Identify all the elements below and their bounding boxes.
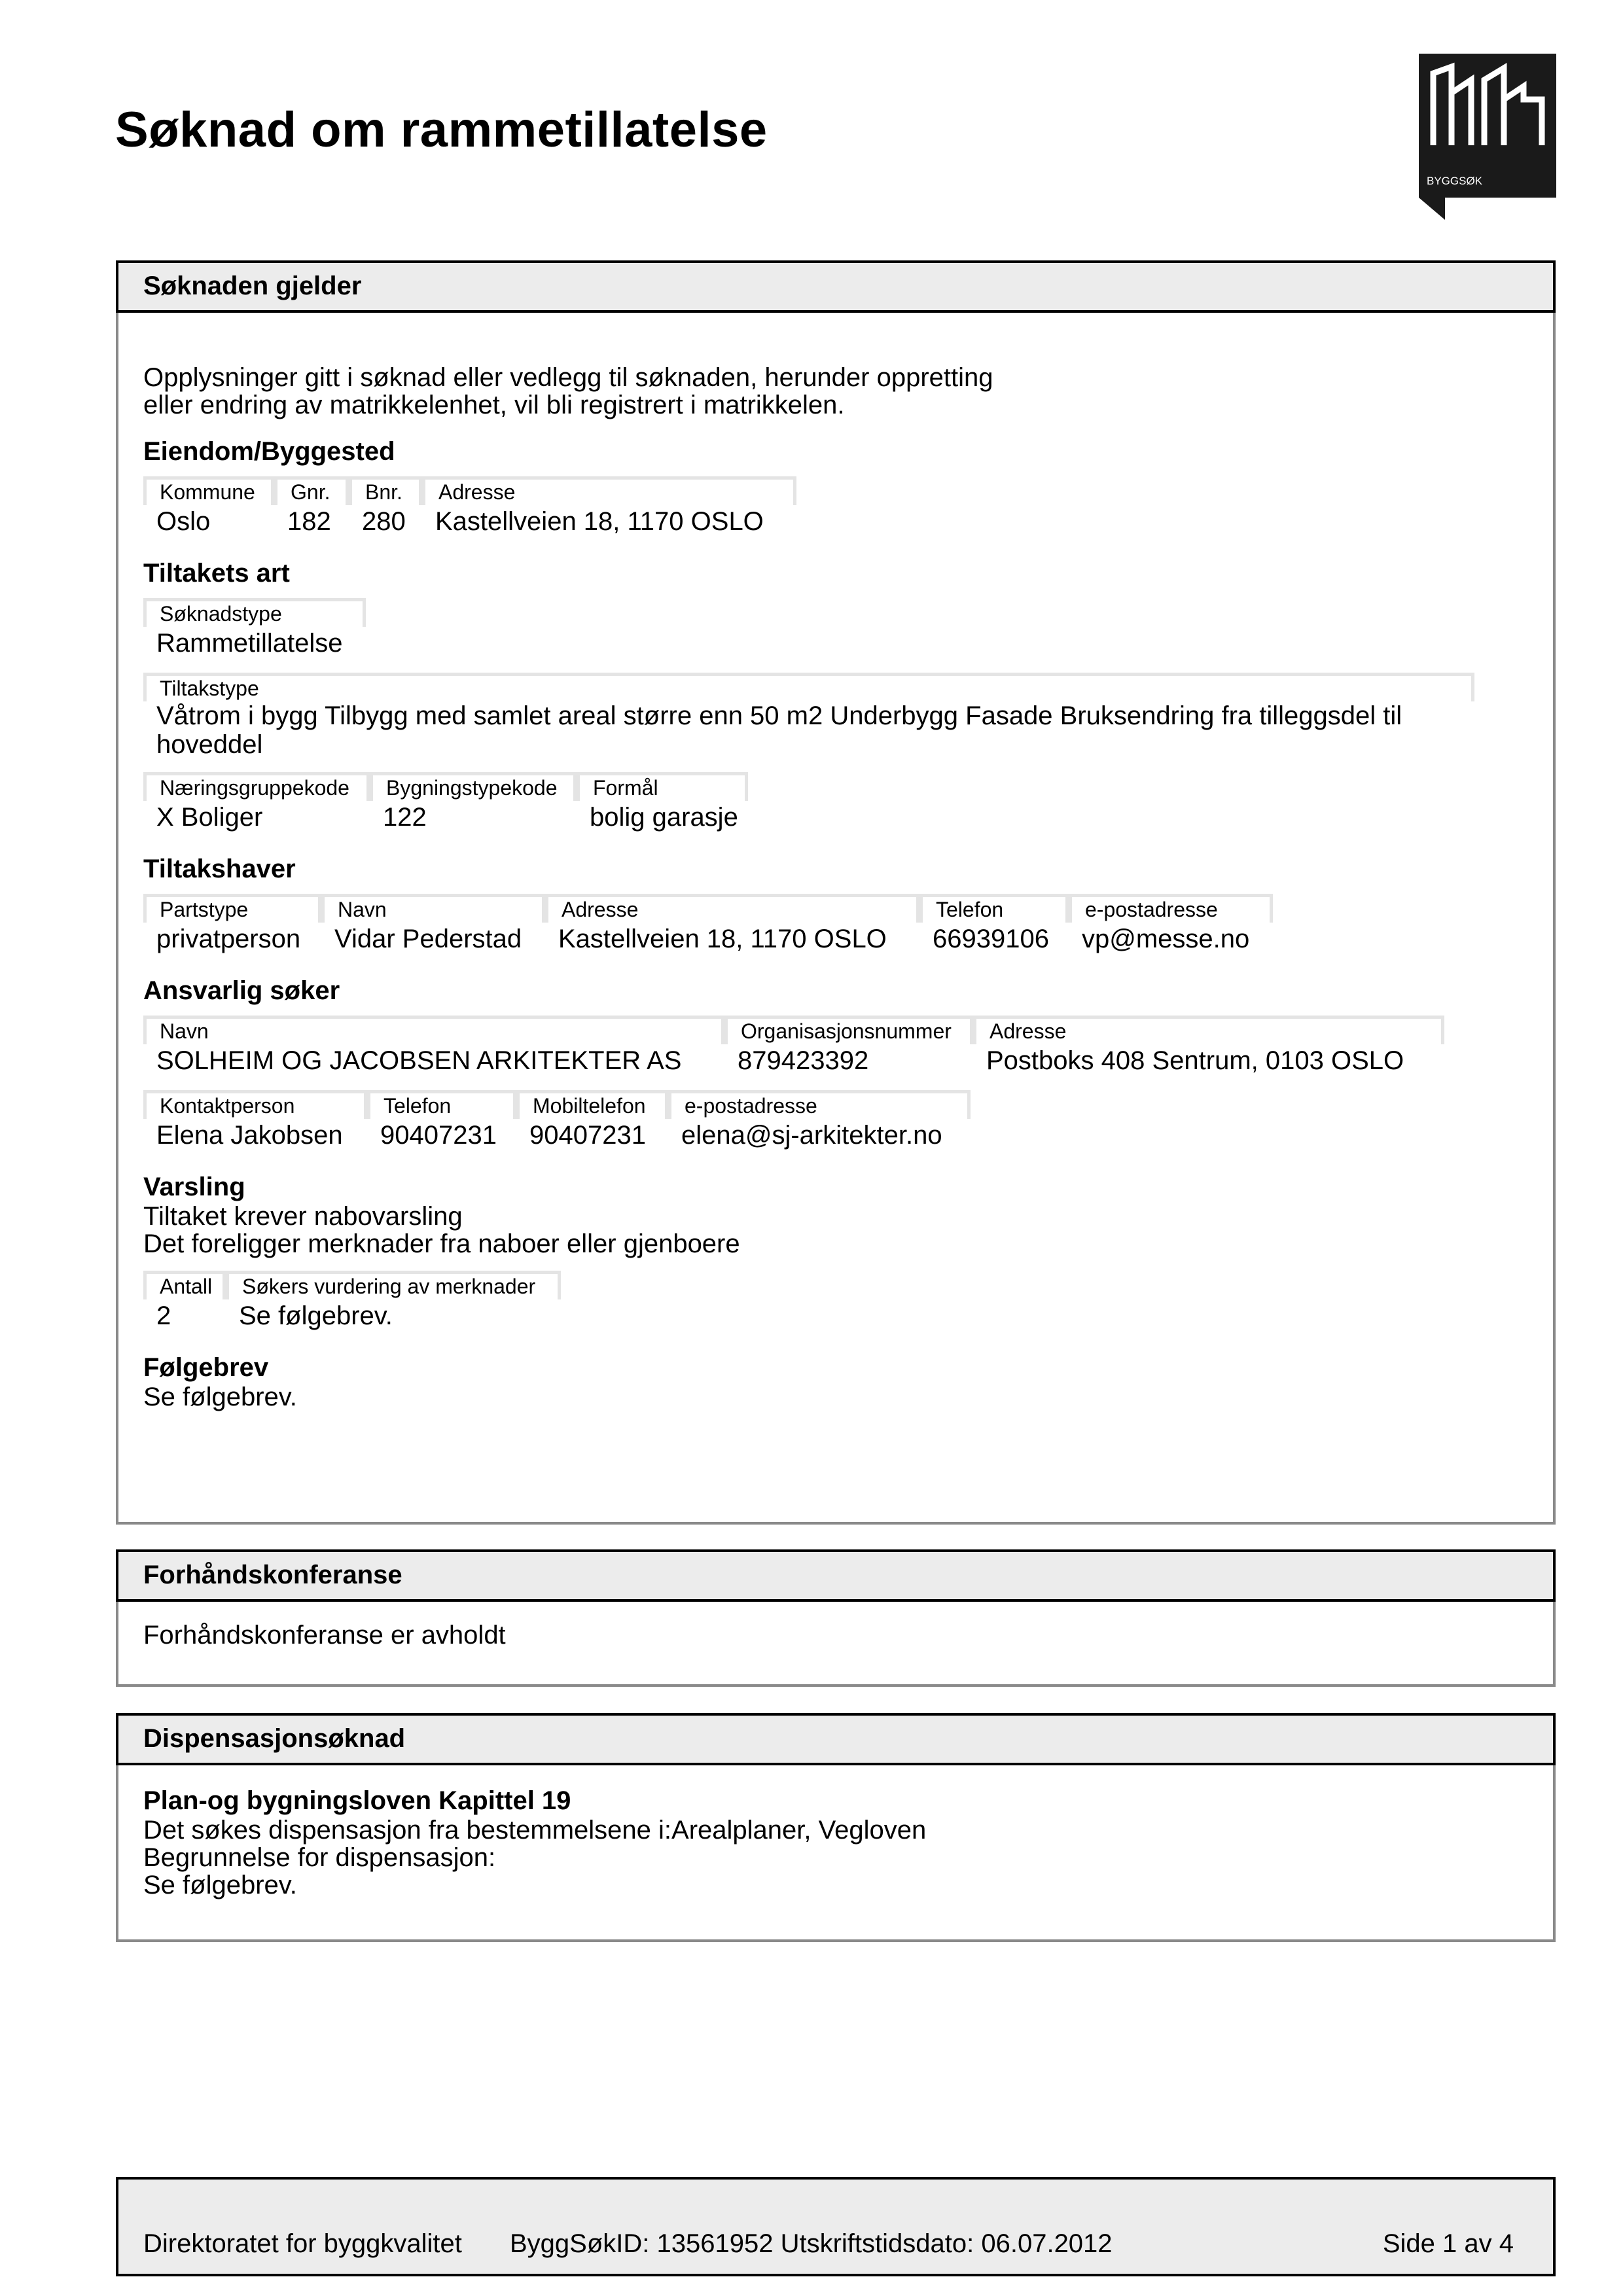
varsling-text: Tiltaket krever nabovarsling — [143, 1202, 463, 1231]
heading-varsling: Varsling — [143, 1173, 245, 1201]
field-telefon: Telefon 90407231 — [367, 1090, 516, 1152]
forhandskonferanse-text: Forhåndskonferanse er avholdt — [143, 1621, 506, 1650]
field-adresse: Adresse Kastellveien 18, 1170 OSLO — [545, 894, 919, 955]
field-telefon: Telefon 66939106 — [919, 894, 1069, 955]
section-forhandskonferanse — [116, 1549, 1556, 1687]
section-soknaden-gjelder — [116, 260, 1556, 1525]
page-title: Søknad om rammetillatelse — [115, 102, 768, 158]
field-tiltakstype: Tiltakstype Våtrom i bygg Tilbygg med samlet areal større enn 50 m2 Underbygg Fasade Bruksendring fra tilleggsdel til hoveddel — [143, 673, 1474, 759]
svg-text:BYGGSØK: BYGGSØK — [1427, 175, 1483, 187]
heading-tiltakets-art: Tiltakets art — [143, 559, 290, 588]
section-header: Forhåndskonferanse — [116, 1549, 1556, 1602]
field-kontaktperson: Kontaktperson Elena Jakobsen — [143, 1090, 367, 1152]
field-gnr: Gnr. 182 — [274, 476, 349, 538]
byggsok-logo — [1419, 54, 1556, 220]
footer-info: ByggSøkID: 13561952 Utskriftstidsdato: 06.07.2012 — [510, 2229, 1113, 2258]
section-dispensasjonsoknad — [116, 1713, 1556, 1942]
section-header: Søknaden gjelder — [116, 260, 1556, 313]
field-kommune: Kommune Oslo — [143, 476, 274, 538]
folgebrev-text: Se følgebrev. — [143, 1383, 297, 1411]
dispensasjon-text: Se følgebrev. — [143, 1871, 297, 1899]
dispensasjon-text: Begrunnelse for dispensasjon: — [143, 1843, 496, 1872]
field-mobiltelefon: Mobiltelefon 90407231 — [516, 1090, 668, 1152]
page-footer — [116, 2177, 1556, 2276]
field-naeringsgruppekode: Næringsgruppekode X Boliger — [143, 772, 370, 834]
heading-plan-og-bygningsloven: Plan-og bygningsloven Kapittel 19 — [143, 1786, 571, 1815]
dispensasjon-text: Det søkes dispensasjon fra bestemmelsene i:Arealplaner, Vegloven — [143, 1816, 927, 1845]
field-bnr: Bnr. 280 — [349, 476, 422, 538]
field-navn: Navn Vidar Pederstad — [321, 894, 545, 955]
heading-eiendom: Eiendom/Byggested — [143, 437, 395, 466]
field-antall: Antall 2 — [143, 1271, 226, 1332]
intro-text: Opplysninger gitt i søknad eller vedlegg til søknaden, herunder oppretting — [143, 363, 993, 392]
field-adresse: Adresse Kastellveien 18, 1170 OSLO — [422, 476, 796, 538]
footer-page-number: Side 1 av 4 — [1382, 2229, 1514, 2258]
field-partstype: Partstype privatperson — [143, 894, 321, 955]
heading-ansvarlig-soker: Ansvarlig søker — [143, 976, 340, 1005]
eiendom-fields — [143, 476, 1553, 538]
field-bygningstypekode: Bygningstypekode 122 — [370, 772, 577, 834]
field-sokers-vurdering: Søkers vurdering av merknader Se følgebrev. — [226, 1271, 561, 1332]
heading-tiltakshaver: Tiltakshaver — [143, 855, 296, 883]
field-adresse: Adresse Postboks 408 Sentrum, 0103 OSLO — [973, 1016, 1444, 1077]
field-organisasjonsnummer: Organisasjonsnummer 879423392 — [724, 1016, 973, 1077]
field-soknadstype: Søknadstype Rammetillatelse — [143, 598, 366, 660]
field-formal: Formål bolig garasje — [577, 772, 748, 834]
field-epost: e-postadresse vp@messe.no — [1069, 894, 1273, 955]
footer-org: Direktoratet for byggkvalitet — [143, 2229, 462, 2258]
heading-folgebrev: Følgebrev — [143, 1353, 269, 1382]
section-header: Dispensasjonsøknad — [116, 1713, 1556, 1765]
field-epost: e-postadresse elena@sj-arkitekter.no — [668, 1090, 971, 1152]
intro-text: eller endring av matrikkelenhet, vil bli registrert i matrikkelen. — [143, 391, 845, 419]
varsling-text: Det foreligger merknader fra naboer eller gjenboere — [143, 1229, 740, 1258]
field-navn: Navn SOLHEIM OG JACOBSEN ARKITEKTER AS — [143, 1016, 724, 1077]
